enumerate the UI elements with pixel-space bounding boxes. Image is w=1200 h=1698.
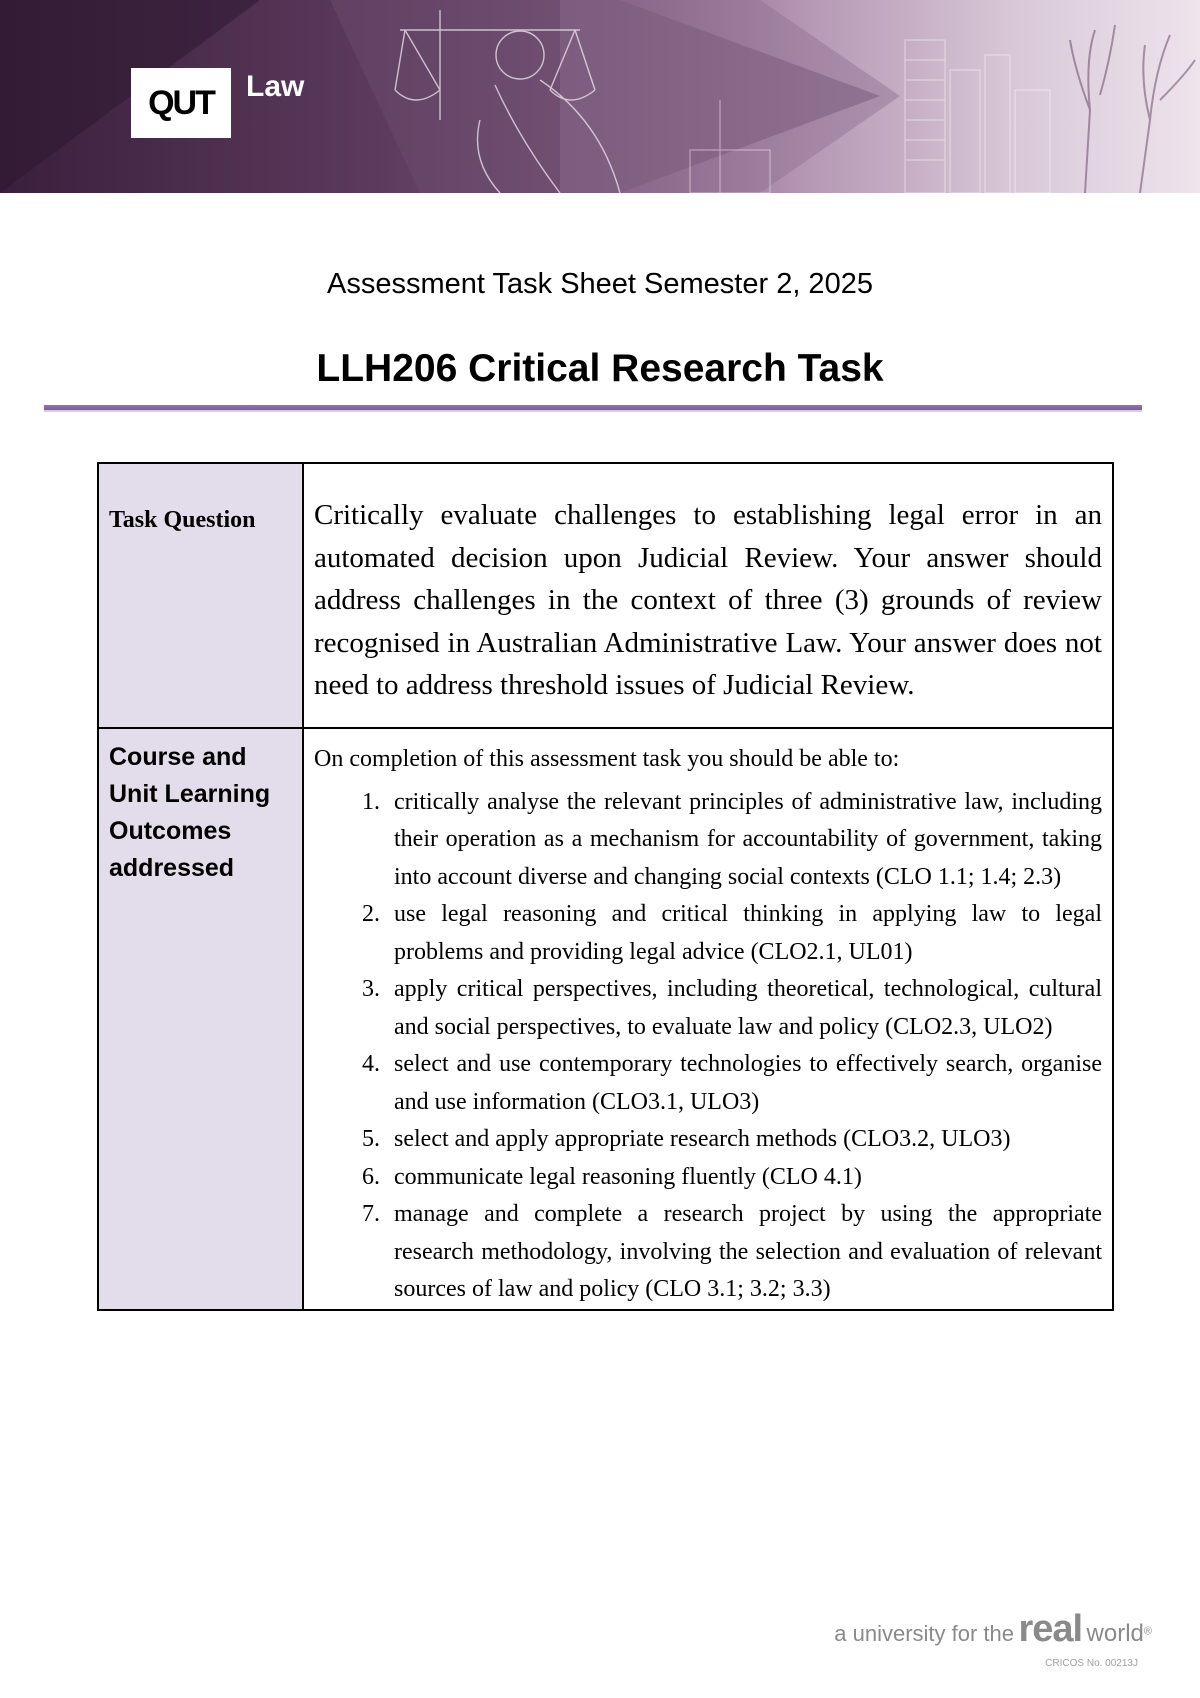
header-banner bbox=[0, 0, 1200, 193]
footer-tagline bbox=[834, 1608, 1152, 1651]
cricos-number: CRICOS No. 00213J bbox=[1045, 1658, 1138, 1669]
task-question-label-cell bbox=[98, 463, 303, 728]
learning-outcomes-intro: On completion of this assessment task you should be able to: bbox=[314, 745, 900, 772]
task-question-cell bbox=[303, 463, 1113, 728]
list-item: 1. critically analyse the relevant principles of administrative law, including their operation as a mechanism for accountability of government, taking into account diverse and changing social contexts (CLO 1.1; 1.4; 2.3) bbox=[386, 784, 1102, 897]
learning-outcomes-cell bbox=[303, 728, 1113, 1310]
list-item: 7. manage and complete a research project by using the appropriate research methodology, involving the selection and evaluation of relevant sources of law and policy (CLO 3.1; 3.2; 3.3) bbox=[386, 1196, 1102, 1309]
task-table bbox=[97, 462, 1114, 1311]
document-title: LLH206 Critical Research Task bbox=[316, 347, 884, 390]
tagline-world: world bbox=[1086, 1620, 1144, 1647]
list-item: 5. select and apply appropriate research methods (CLO3.2, ULO3) bbox=[386, 1121, 1102, 1159]
learning-outcomes-row bbox=[98, 728, 1113, 1310]
qut-logo bbox=[131, 68, 231, 138]
list-item: 3. apply critical perspectives, including theoretical, technological, cultural and social perspectives, to evaluate law and policy (CLO2.3, ULO2) bbox=[386, 971, 1102, 1046]
tagline-real: real bbox=[1018, 1608, 1083, 1650]
list-item: 4. select and use contemporary technologies to effectively search, organise and use information (CLO3.1, ULO3) bbox=[386, 1046, 1102, 1121]
task-question-text: Critically evaluate challenges to establishing legal error in an automated decision upon Judicial Review. Your answer should address challenges in the context of three (3) grounds of review recognised in Australian Administrative Law. Your answer does not need to address threshold issues of Judicial Review. bbox=[314, 499, 1102, 701]
tagline-prefix: a university for the bbox=[834, 1621, 1014, 1646]
list-item: 2. use legal reasoning and critical thinking in applying law to legal problems and providing legal advice (CLO2.1, UL01) bbox=[386, 896, 1102, 971]
task-question-label: Task Question bbox=[109, 507, 256, 533]
title-divider-shadow bbox=[44, 410, 1142, 412]
qut-logo-text: QUT bbox=[148, 83, 214, 122]
registered-mark: ® bbox=[1143, 1625, 1152, 1638]
learning-outcomes-label-cell bbox=[98, 728, 303, 1310]
list-item: 6. communicate legal reasoning fluently (CLO 4.1) bbox=[386, 1159, 1102, 1197]
learning-outcomes-label: Course and Unit Learning Outcomes addressed bbox=[109, 742, 271, 882]
learning-outcomes-list bbox=[314, 784, 1102, 1309]
task-question-row bbox=[98, 463, 1113, 728]
faculty-name: Law bbox=[246, 70, 305, 103]
document-subtitle: Assessment Task Sheet Semester 2, 2025 bbox=[327, 268, 873, 300]
